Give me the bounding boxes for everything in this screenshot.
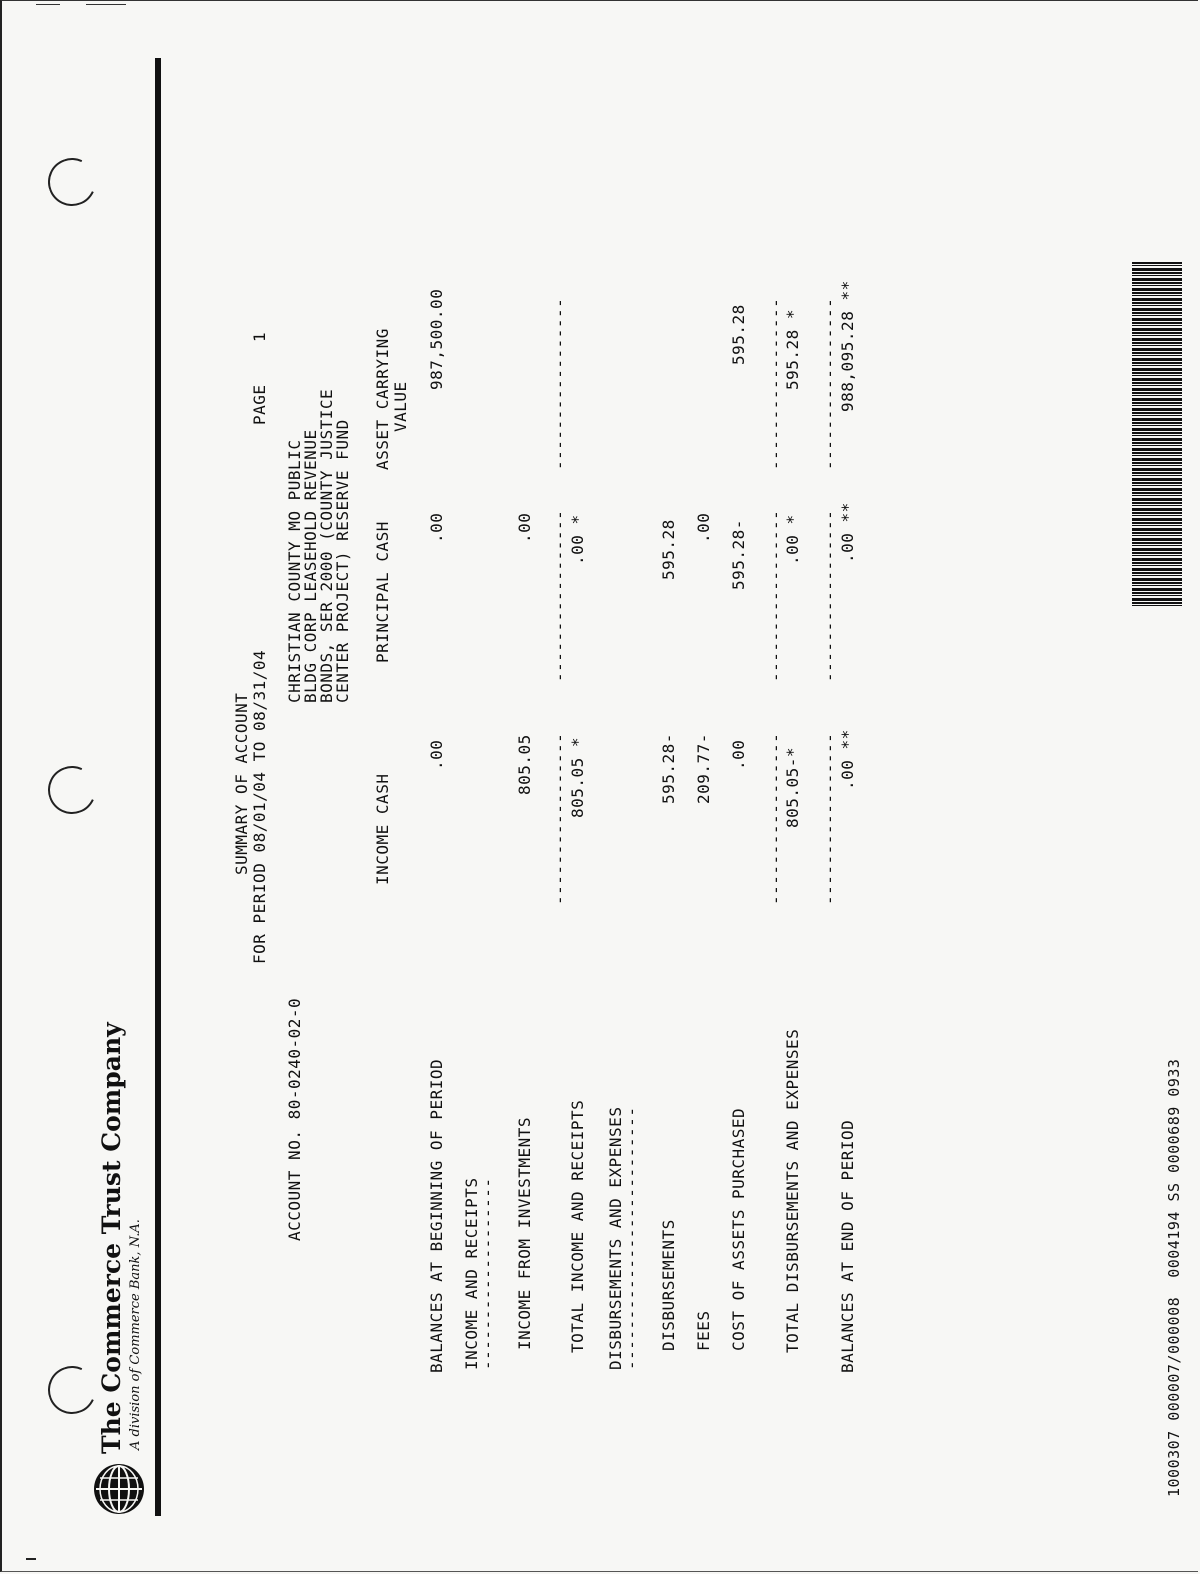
- company-subtitle: A division of Commerce Bank, N.A.: [128, 1219, 143, 1450]
- logo-rule: [155, 58, 161, 1516]
- separator: -----------------: [766, 732, 785, 905]
- period: FOR PERIOD 08/01/04 TO 08/31/04: [250, 649, 269, 964]
- row-heading-income: INCOME AND RECEIPTS: [462, 1177, 481, 1370]
- separator: -----------------: [550, 509, 569, 682]
- value-total-disb-income: 805.05-*: [783, 746, 802, 828]
- value-disb-principal: 595.28: [659, 519, 678, 580]
- globe-logo-icon: [94, 1464, 144, 1514]
- separator: -----------------: [820, 297, 839, 470]
- separator: -----------------: [550, 732, 569, 905]
- barcode: [1132, 262, 1182, 606]
- value-beginning-income: .00: [427, 739, 446, 770]
- value-total-disb-principal: .00 *: [783, 514, 802, 565]
- row-label-beginning: BALANCES AT BEGINNING OF PERIOD: [427, 1058, 446, 1373]
- heading-underline: --------------------------: [622, 1106, 641, 1370]
- row-heading-disb: DISBURSEMENTS AND EXPENSES: [606, 1106, 625, 1370]
- row-label-total-income: TOTAL INCOME AND RECEIPTS: [568, 1099, 587, 1353]
- account-name-line: CENTER PROJECT) RESERVE FUND: [333, 419, 352, 703]
- account-name-line: CHRISTIAN COUNTY MO PUBLIC: [285, 439, 304, 703]
- row-label-ending: BALANCES AT END OF PERIOD: [838, 1119, 857, 1373]
- value-total-income-principal: .00 *: [568, 514, 587, 565]
- row-label-investments: INCOME FROM INVESTMENTS: [515, 1116, 534, 1350]
- value-disb-income: 595.28-: [659, 733, 678, 804]
- value-total-income-income: 805.05 *: [568, 736, 587, 818]
- separator: -----------------: [820, 732, 839, 905]
- col-principal-cash: PRINCIPAL CASH: [373, 521, 392, 663]
- value-fees-income: 209.77-: [694, 733, 713, 804]
- footer-code: 1000307 000007/000008 0004194 SS 0000689 0933: [1165, 1058, 1183, 1497]
- top-rule: [36, 4, 60, 5]
- value-total-disb-asset: 595.28 *: [783, 308, 802, 390]
- account-name-line: BLDG CORP LEASEHOLD REVENUE: [301, 429, 320, 703]
- separator: -----------------: [766, 509, 785, 682]
- value-cost-income: .00: [729, 739, 748, 770]
- row-label-total-disb: TOTAL DISBURSEMENTS AND EXPENSES: [783, 1028, 802, 1353]
- corner-mark: [26, 1558, 36, 1560]
- col-asset-carrying: ASSET CARRYING: [373, 328, 392, 470]
- row-label-disbursements: DISBURSEMENTS: [659, 1219, 678, 1351]
- company-name: The Commerce Trust Company: [97, 1022, 126, 1454]
- page-number: 1: [250, 331, 269, 342]
- value-beginning-principal: .00: [427, 512, 446, 543]
- value-investments-principal: .00: [515, 512, 534, 543]
- top-rule: [86, 4, 126, 5]
- page-label: PAGE: [250, 384, 269, 425]
- value-beginning-asset: 987,500.00: [427, 288, 446, 390]
- account-name-line: BONDS, SER 2000 (COUNTY JUSTICE: [317, 388, 336, 703]
- value-cost-principal: 595.28-: [729, 519, 748, 590]
- value-investments-income: 805.05: [515, 734, 534, 795]
- value-cost-asset: 595.28: [729, 304, 748, 365]
- separator: -----------------: [766, 297, 785, 470]
- account-number: ACCOUNT NO. 80-0240-02-0: [285, 997, 304, 1241]
- value-ending-asset: 988,095.28 **: [838, 280, 857, 412]
- value-fees-principal: .00: [694, 512, 713, 543]
- row-label-fees: FEES: [694, 1310, 713, 1351]
- col-asset-value: VALUE: [391, 381, 410, 432]
- col-income-cash: INCOME CASH: [373, 773, 392, 885]
- summary-title: SUMMARY OF ACCOUNT: [232, 692, 251, 875]
- heading-underline: -------------------: [478, 1177, 497, 1370]
- row-label-cost-assets: COST OF ASSETS PURCHASED: [729, 1107, 748, 1351]
- separator: -----------------: [820, 509, 839, 682]
- separator: -----------------: [550, 297, 569, 470]
- value-ending-income: .00 **: [838, 729, 857, 790]
- value-ending-principal: .00 **: [838, 502, 857, 563]
